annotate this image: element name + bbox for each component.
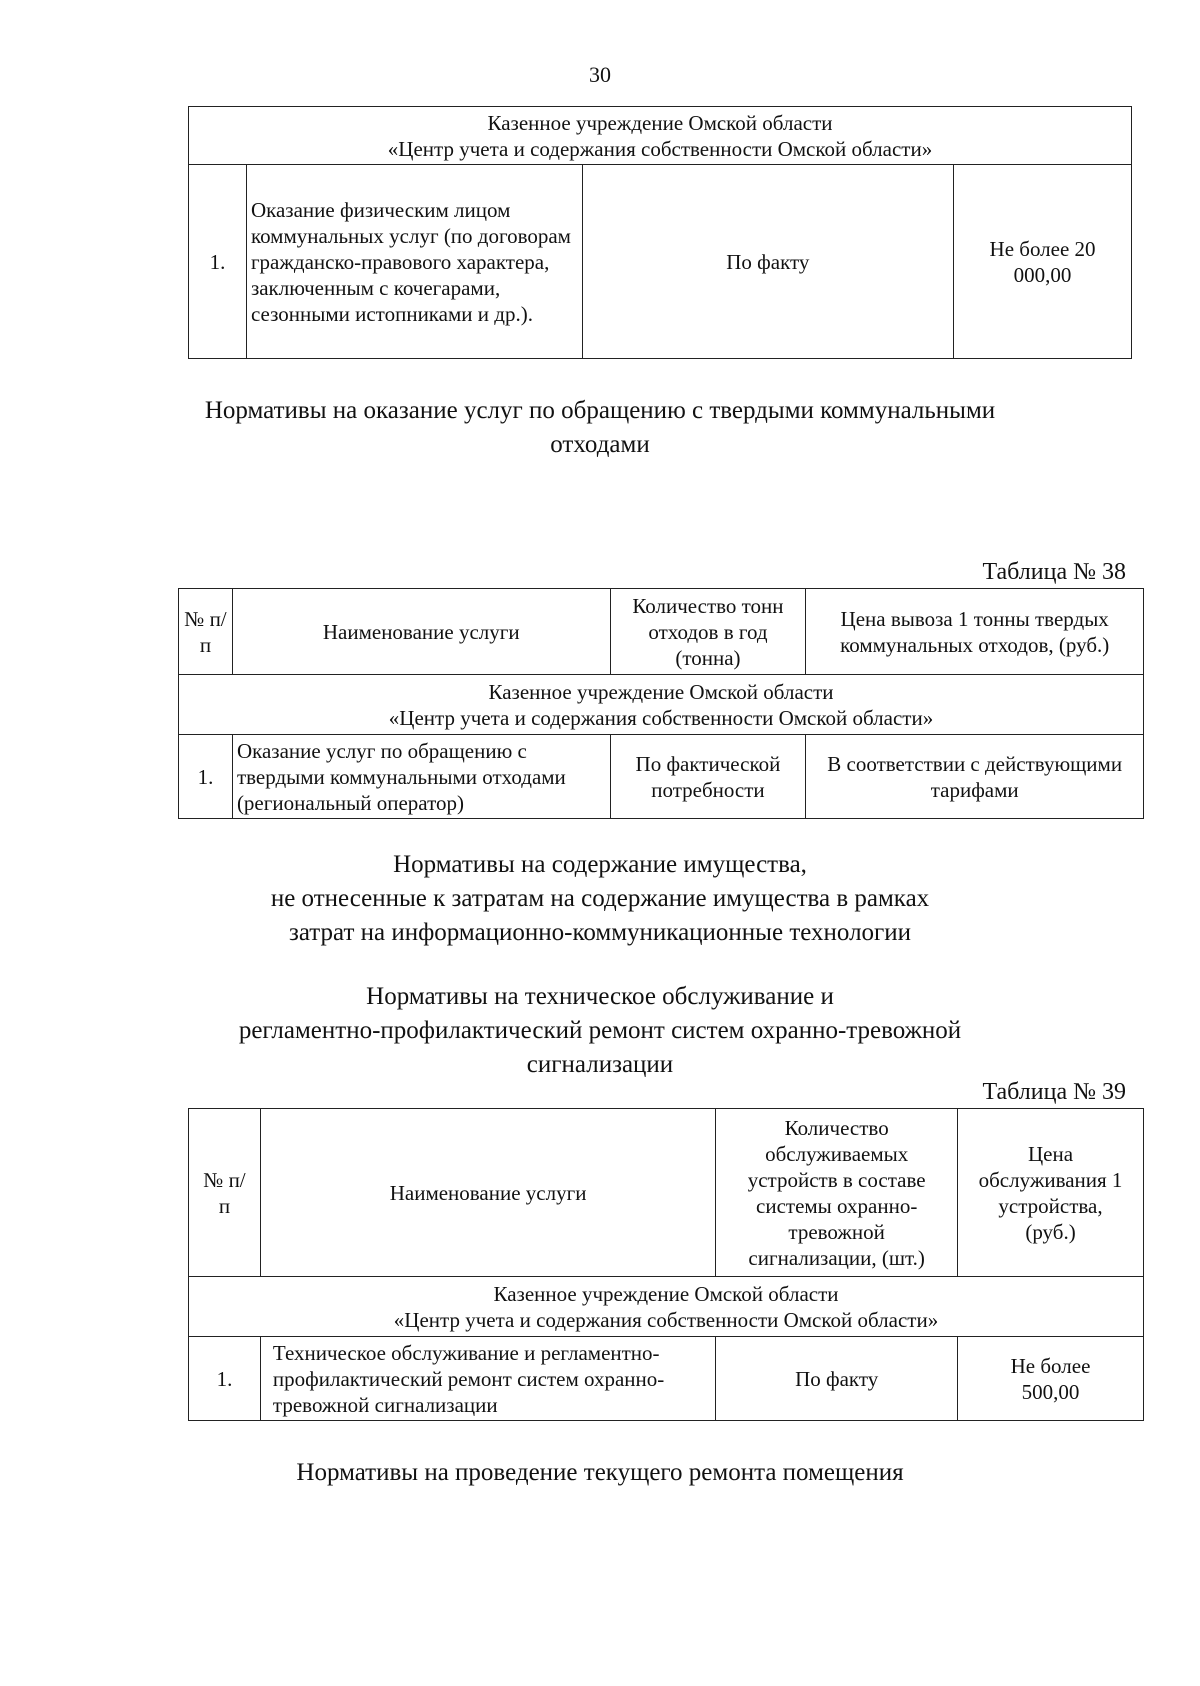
- header-quantity: Количество обслуживаемых устройств в составе системы охранно-тревожной сигнализации, (шт.): [716, 1109, 958, 1277]
- header-quantity: Количество тонн отходов в год (тонна): [610, 589, 806, 675]
- table-row: [189, 1337, 1144, 1421]
- table-header-row: [179, 589, 1144, 675]
- row-name: Оказание услуг по обращению с твердыми коммунальными отходами (региональный оператор): [232, 735, 610, 819]
- header-num: № п/п: [179, 589, 233, 675]
- row-name: Оказание физическим лицом коммунальных услуг (по договорам гражданско-правового характера, заключенным с кочегарами, сезонными истопниками и др.).: [246, 165, 582, 359]
- org-line-1: Казенное учреждение Омской области: [488, 679, 834, 704]
- table-org-row: [189, 107, 1132, 165]
- section-heading-repair: Нормативы на проведение текущего ремонта помещения: [296, 1459, 904, 1486]
- table-top: [188, 106, 1132, 359]
- org-line-2: «Центр учета и содержания собственности Омской области»: [388, 705, 934, 730]
- org-line-1: Казенное учреждение Омской области: [487, 110, 833, 135]
- row-quantity: По факту: [582, 165, 953, 359]
- org-cell: [179, 675, 1144, 735]
- table-row: [179, 735, 1144, 819]
- page-number: 30: [589, 62, 611, 87]
- row-price: Не более 500,00: [958, 1337, 1144, 1421]
- org-cell: [189, 107, 1132, 165]
- heading-line-2: регламентно-профилактический ремонт систем охранно-тревожной: [238, 1017, 962, 1044]
- row-name: Техническое обслуживание и регламентно-профилактический ремонт систем охранно-тревожной сигнализации: [260, 1337, 715, 1421]
- heading-line-2: не отнесенные к затратам на содержание имущества в рамках: [270, 885, 930, 912]
- header-price: Цена вывоза 1 тонны твердых коммунальных отходов, (руб.): [806, 589, 1144, 675]
- org-line-2: «Центр учета и содержания собственности Омской области»: [387, 136, 933, 161]
- table-39: [188, 1108, 1144, 1421]
- row-num: 1.: [189, 1337, 261, 1421]
- section-heading-property: [0, 848, 1200, 950]
- org-line-2: «Центр учета и содержания собственности Омской области»: [393, 1307, 939, 1332]
- table-39-label: Таблица № 39: [982, 1079, 1126, 1105]
- section-heading-waste: Нормативы на оказание услуг по обращению с твердыми коммунальными отходами: [204, 397, 996, 458]
- row-quantity: По фактической потребности: [610, 735, 806, 819]
- heading-line-1: Нормативы на содержание имущества,: [393, 851, 807, 878]
- table-org-row: [179, 675, 1144, 735]
- org-cell: [189, 1277, 1144, 1337]
- header-price: Цена обслуживания 1 устройства, (руб.): [958, 1109, 1144, 1277]
- table-header-row: [189, 1109, 1144, 1277]
- row-num: 1.: [179, 735, 233, 819]
- table-row: [189, 165, 1132, 359]
- heading-line-3: сигнализации: [526, 1051, 674, 1078]
- table-38: [178, 588, 1144, 819]
- heading-line-3: затрат на информационно-коммуникационные технологии: [288, 919, 912, 946]
- row-price: Не более 20 000,00: [954, 165, 1132, 359]
- row-price: В соответствии с действующими тарифами: [806, 735, 1144, 819]
- section-heading-alarm: [0, 980, 1200, 1082]
- org-line-1: Казенное учреждение Омской области: [493, 1281, 839, 1306]
- table-org-row: [189, 1277, 1144, 1337]
- header-num: № п/п: [189, 1109, 261, 1277]
- header-name: Наименование услуги: [232, 589, 610, 675]
- row-quantity: По факту: [716, 1337, 958, 1421]
- row-num: 1.: [189, 165, 247, 359]
- header-name: Наименование услуги: [260, 1109, 715, 1277]
- heading-line-1: Нормативы на техническое обслуживание и: [366, 983, 834, 1010]
- table-38-label: Таблица № 38: [982, 559, 1126, 585]
